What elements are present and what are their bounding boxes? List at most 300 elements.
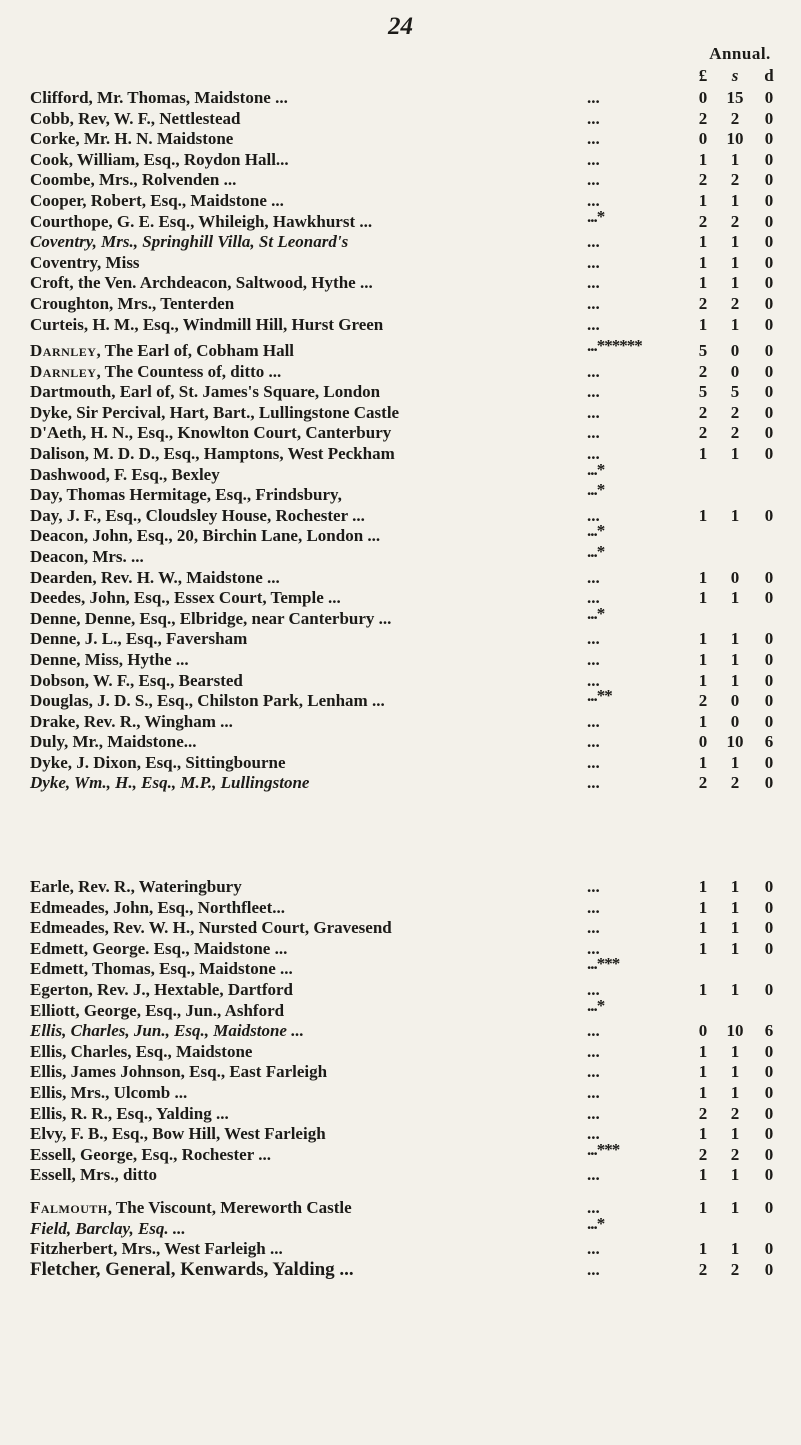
pounds-value: 1 xyxy=(698,918,708,938)
subscriber-name: Croft, the Ven. Archdeacon, Saltwood, Hythe ... xyxy=(30,273,373,293)
subscriber-row xyxy=(0,444,801,465)
pence-value: 0 xyxy=(764,190,774,210)
annual-amount xyxy=(690,362,790,382)
subscriber-row xyxy=(0,603,801,630)
subscriber-name: Deedes, John, Esq., Essex Court, Temple ... xyxy=(30,588,341,608)
subscriber-name: Ellis, Charles, Esq., Maidstone xyxy=(30,1041,253,1061)
leader-dots: ...*** xyxy=(587,1139,620,1159)
pence-value: 0 xyxy=(764,979,774,999)
subscriber-name xyxy=(30,341,294,361)
subscriber-name: Cook, William, Esq., Roydon Hall... xyxy=(30,149,289,169)
shillings-value: 2 xyxy=(730,773,740,793)
subscriber-row xyxy=(0,423,801,444)
pence-unit: d xyxy=(764,66,774,85)
leader-dots: ... xyxy=(587,649,600,669)
subscriber-surname-smallcaps: Darnley xyxy=(30,341,97,360)
annual-amount xyxy=(690,1260,790,1280)
pence-value: 0 xyxy=(764,1239,774,1259)
leader-dots: ... xyxy=(587,670,600,690)
leader-dots: ... xyxy=(587,149,600,169)
pounds-value: 2 xyxy=(698,1144,708,1164)
pence-value: 0 xyxy=(764,382,774,402)
subscriber-row xyxy=(0,877,801,898)
annual-amount xyxy=(690,1124,790,1144)
pounds-value: 1 xyxy=(698,190,708,210)
pence-value: 0 xyxy=(764,691,774,711)
subscriber-name: Courthope, G. E. Esq., Whileigh, Hawkhurst ... xyxy=(30,211,373,231)
subscriber-row xyxy=(0,773,801,794)
pence-value: 0 xyxy=(764,1259,774,1279)
subscriber-row xyxy=(0,506,801,527)
subscriber-name: Coombe, Mrs., Rolvenden ... xyxy=(30,170,237,190)
leader-dots: ...*** xyxy=(587,954,620,974)
leader-dots: ... xyxy=(587,382,600,402)
subscriber-row xyxy=(0,1104,801,1125)
subscriber-row xyxy=(0,732,801,753)
pence-value: 0 xyxy=(764,211,774,231)
subscriber-row xyxy=(0,336,801,362)
subscriber-surname-smallcaps: Falmouth xyxy=(30,1198,108,1217)
annual-amount xyxy=(690,939,790,959)
subscriber-row xyxy=(0,382,801,403)
shillings-value: 1 xyxy=(730,979,740,999)
shillings-value: 1 xyxy=(730,443,740,463)
annual-amount xyxy=(690,294,790,314)
subscriber-name: Edmeades, Rev. W. H., Nursted Court, Gravesend xyxy=(30,918,392,938)
pence-value: 0 xyxy=(764,877,774,896)
pounds-value: 1 xyxy=(698,711,708,731)
subscriber-row xyxy=(0,918,801,939)
pounds-value: 2 xyxy=(698,361,708,381)
subscriber-name: Day, J. F., Esq., Cloudsley House, Rochester ... xyxy=(30,505,365,525)
pounds-value: 1 xyxy=(698,629,708,649)
pounds-value: 1 xyxy=(698,567,708,587)
shillings-value: 1 xyxy=(730,252,740,272)
pence-value: 0 xyxy=(764,232,774,252)
annual-amount xyxy=(690,403,790,423)
pence-value: 0 xyxy=(764,1198,774,1217)
annual-amount xyxy=(690,959,790,979)
page-number: 24 xyxy=(388,13,413,40)
subscriber-row xyxy=(0,521,801,547)
annual-amount xyxy=(690,1104,790,1124)
annual-amount xyxy=(690,773,790,793)
pounds-value: 0 xyxy=(698,88,708,107)
shillings-value: 15 xyxy=(726,88,744,107)
leader-dots: ... xyxy=(587,732,600,752)
subscriber-row xyxy=(0,191,801,212)
annual-amount xyxy=(690,129,790,149)
annual-amount xyxy=(690,1062,790,1082)
annual-amount xyxy=(690,1239,790,1259)
subscriber-name: Denne, Denne, Esq., Elbridge, near Canterbury ... xyxy=(30,608,392,628)
leader-dots: ...* xyxy=(587,206,605,226)
shillings-value: 1 xyxy=(730,232,740,252)
annual-amount xyxy=(690,1021,790,1041)
shillings-value: 0 xyxy=(730,711,740,731)
subscriber-name: Deacon, John, Esq., 20, Birchin Lane, London ... xyxy=(30,526,381,546)
subscriber-row xyxy=(0,1198,801,1219)
pounds-value: 2 xyxy=(698,402,708,422)
leader-dots: ... xyxy=(587,773,600,793)
pence-value: 0 xyxy=(764,649,774,669)
leader-dots: ...* xyxy=(587,521,605,541)
subscriber-row xyxy=(0,129,801,150)
shillings-value: 1 xyxy=(730,1165,740,1185)
subscriber-row xyxy=(0,362,801,383)
pence-value: 0 xyxy=(764,443,774,463)
subscriber-row xyxy=(0,686,801,712)
pence-value: 0 xyxy=(764,588,774,608)
leader-dots: ... xyxy=(587,629,600,649)
pence-value: 0 xyxy=(764,341,774,360)
leader-dots: ... xyxy=(587,443,600,463)
annual-amount xyxy=(690,88,790,108)
pounds-value: 1 xyxy=(698,1041,708,1061)
subscriber-row xyxy=(0,1165,801,1186)
pence-value: 0 xyxy=(764,402,774,422)
annual-amount xyxy=(690,109,790,129)
annual-amount xyxy=(690,232,790,252)
subscriber-name: Cooper, Robert, Esq., Maidstone ... xyxy=(30,190,284,210)
pence-value: 0 xyxy=(764,293,774,313)
pence-value: 0 xyxy=(764,938,774,958)
shillings-unit: s xyxy=(731,66,739,85)
subscriber-row xyxy=(0,753,801,774)
subscriber-row xyxy=(0,1083,801,1104)
annual-amount xyxy=(690,588,790,608)
subscriber-name: Elvy, F. B., Esq., Bow Hill, West Farleigh xyxy=(30,1124,326,1144)
annual-amount xyxy=(690,980,790,1000)
annual-amount xyxy=(690,150,790,170)
pounds-value: 1 xyxy=(698,1165,708,1185)
leader-dots: ... xyxy=(587,1062,600,1082)
shillings-value: 1 xyxy=(730,629,740,649)
subscriber-name: Douglas, J. D. S., Esq., Chilston Park, Lenham ... xyxy=(30,691,385,711)
leader-dots: ... xyxy=(587,505,600,525)
annual-column-header: Annual. xyxy=(709,44,771,63)
pence-value: 0 xyxy=(764,361,774,381)
subscriber-row xyxy=(0,170,801,191)
pounds-value: 1 xyxy=(698,505,708,525)
subscriber-row xyxy=(0,315,801,336)
subscriber-name: D'Aeth, H. N., Esq., Knowlton Court, Canterbury xyxy=(30,423,392,443)
shillings-value: 1 xyxy=(730,1062,740,1082)
leader-dots: ... xyxy=(587,1239,600,1259)
shillings-value: 2 xyxy=(730,402,740,422)
pounds-value: 1 xyxy=(698,979,708,999)
subscriber-row xyxy=(0,88,801,109)
pence-value: 0 xyxy=(764,88,774,107)
pounds-value: 1 xyxy=(698,649,708,669)
annual-amount xyxy=(690,444,790,464)
shillings-value: 1 xyxy=(730,752,740,772)
subscriber-row xyxy=(0,253,801,274)
subscriber-name: Essell, Mrs., ditto xyxy=(30,1165,158,1185)
pounds-value: 1 xyxy=(698,1198,708,1217)
shillings-value: 1 xyxy=(730,1198,740,1217)
annual-amount xyxy=(690,273,790,293)
annual-amount xyxy=(690,341,790,361)
subscriber-row xyxy=(0,459,801,486)
shillings-value: 1 xyxy=(730,314,740,334)
currency-units-header xyxy=(690,66,790,88)
annual-amount xyxy=(690,1198,790,1218)
shillings-value: 2 xyxy=(730,211,740,231)
annual-amount xyxy=(690,691,790,711)
pounds-value: 1 xyxy=(698,1082,708,1102)
subscriber-row xyxy=(0,1260,801,1281)
shillings-value: 1 xyxy=(730,918,740,938)
shillings-value: 0 xyxy=(730,361,740,381)
pence-value: 0 xyxy=(764,670,774,690)
leader-dots: ... xyxy=(587,1021,600,1041)
subscriber-name: Deacon, Mrs. ... xyxy=(30,546,144,566)
shillings-value: 0 xyxy=(730,341,740,360)
pounds-value: 1 xyxy=(698,149,708,169)
subscriber-name-rest: , The Viscount, Mereworth Castle xyxy=(107,1198,352,1217)
subscriber-row xyxy=(0,480,801,506)
shillings-value: 2 xyxy=(730,1144,740,1164)
pounds-value: 1 xyxy=(698,443,708,463)
pence-value: 0 xyxy=(764,897,774,917)
subscriber-name: Duly, Mr., Maidstone... xyxy=(30,732,197,752)
pounds-value: 1 xyxy=(698,252,708,272)
annual-amount xyxy=(690,918,790,938)
pounds-value: 5 xyxy=(698,382,708,402)
subscriber-name-rest: , The Earl of, Cobham Hall xyxy=(96,341,295,360)
subscriber-name: Dyke, Sir Percival, Hart, Bart., Lullingstone Castle xyxy=(30,402,400,422)
pence-value: 0 xyxy=(764,1082,774,1102)
subscriber-row xyxy=(0,1062,801,1083)
annual-amount xyxy=(690,485,790,505)
subscriber-row xyxy=(0,273,801,294)
annual-amount xyxy=(690,253,790,273)
subscriber-section-e xyxy=(0,877,801,1186)
leader-dots: ... xyxy=(587,877,600,896)
shillings-value: 0 xyxy=(730,567,740,587)
leader-dots: ... xyxy=(587,938,600,958)
leader-dots: ... xyxy=(587,273,600,293)
annual-amount xyxy=(690,568,790,588)
annual-amount xyxy=(690,1219,790,1239)
pence-value: 0 xyxy=(764,1124,774,1144)
subscriber-name: Egerton, Rev. J., Hextable, Dartford xyxy=(30,979,293,999)
annual-amount xyxy=(690,1165,790,1185)
annual-amount xyxy=(690,732,790,752)
subscriber-section-d xyxy=(0,336,801,794)
subscriber-name: Coventry, Miss xyxy=(30,252,140,272)
leader-dots: ... xyxy=(587,1082,600,1102)
pence-value: 0 xyxy=(764,773,774,793)
pounds-value: 1 xyxy=(698,1124,708,1144)
shillings-value: 1 xyxy=(730,1082,740,1102)
leader-dots: ...* xyxy=(587,995,605,1015)
subscriber-row xyxy=(0,150,801,171)
subscriber-name xyxy=(30,362,281,382)
subscriber-row xyxy=(0,954,801,980)
subscriber-name: Fletcher, General, Kenwards, Yalding ... xyxy=(30,1258,354,1280)
shillings-value: 1 xyxy=(730,588,740,608)
subscriber-name: Coventry, Mrs., Springhill Villa, St Leonard's xyxy=(30,232,349,252)
subscriber-name: Corke, Mr. H. N. Maidstone xyxy=(30,129,234,149)
subscriber-name: Dalison, M. D. D., Esq., Hamptons, West Peckham xyxy=(30,443,395,463)
shillings-value: 1 xyxy=(730,649,740,669)
pence-value: 0 xyxy=(764,129,774,149)
annual-amount xyxy=(690,547,790,567)
pence-value: 0 xyxy=(764,1062,774,1082)
leader-dots: ...* xyxy=(587,541,605,561)
leader-dots: ...* xyxy=(587,603,605,623)
pence-value: 0 xyxy=(764,752,774,772)
shillings-value: 1 xyxy=(730,505,740,525)
subscriber-name: Fitzherbert, Mrs., West Farleigh ... xyxy=(30,1239,283,1259)
subscriber-name: Edmett, Thomas, Esq., Maidstone ... xyxy=(30,959,293,979)
subscriber-name: Edmeades, John, Esq., Northfleet... xyxy=(30,897,286,917)
subscriber-row xyxy=(0,588,801,609)
shillings-value: 2 xyxy=(730,170,740,190)
leader-dots: ...* xyxy=(587,459,605,479)
leader-dots: ... xyxy=(587,252,600,272)
leader-dots: ... xyxy=(587,918,600,938)
subscriber-name: Essell, George, Esq., Rochester ... xyxy=(30,1144,271,1164)
pounds-value: 2 xyxy=(698,1259,708,1279)
pounds-value: 0 xyxy=(698,732,708,752)
leader-dots: ... xyxy=(587,402,600,422)
pence-value: 0 xyxy=(764,252,774,272)
pence-value: 0 xyxy=(764,1041,774,1061)
subscriber-row xyxy=(0,898,801,919)
subscriber-row xyxy=(0,629,801,650)
shillings-value: 2 xyxy=(730,108,740,128)
subscriber-name xyxy=(30,1198,352,1218)
subscriber-row xyxy=(0,568,801,589)
leader-dots: ... xyxy=(587,711,600,731)
subscriber-name-rest: , The Countess of, ditto ... xyxy=(96,361,282,381)
annual-amount xyxy=(690,609,790,629)
annual-amount xyxy=(690,1083,790,1103)
annual-amount xyxy=(690,423,790,443)
pounds-value: 1 xyxy=(698,752,708,772)
subscriber-name: Denne, Miss, Hythe ... xyxy=(30,649,189,669)
shillings-value: 1 xyxy=(730,877,740,896)
annual-amount xyxy=(690,629,790,649)
leader-dots: ... xyxy=(587,979,600,999)
shillings-value: 2 xyxy=(730,423,740,443)
pounds-value: 2 xyxy=(698,293,708,313)
subscriber-name: Ellis, Mrs., Ulcomb ... xyxy=(30,1082,188,1102)
shillings-value: 1 xyxy=(730,670,740,690)
leader-dots: ... xyxy=(587,1198,600,1217)
subscriber-name: Clifford, Mr. Thomas, Maidstone ... xyxy=(30,88,288,107)
subscriber-row xyxy=(0,1239,801,1260)
subscriber-name: Denne, J. L., Esq., Faversham xyxy=(30,629,248,649)
shillings-value: 1 xyxy=(730,1239,740,1259)
subscriber-row xyxy=(0,541,801,568)
pounds-value: 1 xyxy=(698,588,708,608)
annual-amount xyxy=(690,877,790,897)
leader-dots: ... xyxy=(587,1259,600,1279)
shillings-value: 2 xyxy=(730,1103,740,1123)
pounds-value: 1 xyxy=(698,938,708,958)
leader-dots: ... xyxy=(587,423,600,443)
subscriber-name: Elliott, George, Esq., Jun., Ashford xyxy=(30,1000,285,1020)
subscriber-name: Ellis, R. R., Esq., Yalding ... xyxy=(30,1103,229,1123)
pence-value: 0 xyxy=(764,170,774,190)
shillings-value: 1 xyxy=(730,190,740,210)
annual-amount xyxy=(690,1042,790,1062)
shillings-value: 0 xyxy=(730,691,740,711)
pence-value: 0 xyxy=(764,1144,774,1164)
annual-amount xyxy=(690,753,790,773)
pence-value: 0 xyxy=(764,918,774,938)
subscriber-name: Ellis, James Johnson, Esq., East Farleigh xyxy=(30,1062,328,1082)
subscriber-row xyxy=(0,1021,801,1042)
annual-amount xyxy=(690,1001,790,1021)
pence-value: 0 xyxy=(764,423,774,443)
pounds-value: 2 xyxy=(698,773,708,793)
subscriber-row xyxy=(0,403,801,424)
pounds-value: 5 xyxy=(698,341,708,360)
pounds-value: 1 xyxy=(698,273,708,293)
leader-dots: ... xyxy=(587,1124,600,1144)
subscriber-section-c xyxy=(0,88,801,335)
pounds-value: 2 xyxy=(698,170,708,190)
subscriber-row xyxy=(0,1139,801,1166)
pence-value: 6 xyxy=(764,732,774,752)
annual-amount xyxy=(690,191,790,211)
leader-dots: ... xyxy=(587,190,600,210)
pounds-value: 1 xyxy=(698,314,708,334)
pounds-value: 1 xyxy=(698,232,708,252)
pounds-value: 2 xyxy=(698,1103,708,1123)
subscriber-name: Dearden, Rev. H. W., Maidstone ... xyxy=(30,567,280,587)
annual-amount xyxy=(690,382,790,402)
annual-amount xyxy=(690,212,790,232)
leader-dots: ...* xyxy=(587,1213,605,1233)
subscriber-name: Dyke, J. Dixon, Esq., Sittingbourne xyxy=(30,752,286,772)
leader-dots: ...** xyxy=(587,686,612,706)
leader-dots: ... xyxy=(587,129,600,149)
annual-amount xyxy=(690,315,790,335)
shillings-value: 10 xyxy=(726,129,744,149)
pounds-value: 1 xyxy=(698,877,708,896)
subscriber-row xyxy=(0,1042,801,1063)
subscriber-row xyxy=(0,232,801,253)
leader-dots: ... xyxy=(587,293,600,313)
subscriber-name: Croughton, Mrs., Tenterden xyxy=(30,293,235,313)
leader-dots: ... xyxy=(587,588,600,608)
annual-amount xyxy=(690,1145,790,1165)
pounds-value: 2 xyxy=(698,211,708,231)
pounds-value: 0 xyxy=(698,129,708,149)
subscriber-name: Field, Barclay, Esq. ... xyxy=(30,1218,186,1238)
annual-amount xyxy=(690,650,790,670)
subscriber-row xyxy=(0,939,801,960)
pounds-value: 1 xyxy=(698,670,708,690)
shillings-value: 1 xyxy=(730,1124,740,1144)
annual-amount xyxy=(690,898,790,918)
subscriber-row xyxy=(0,1124,801,1145)
shillings-value: 1 xyxy=(730,1041,740,1061)
shillings-value: 5 xyxy=(730,382,740,402)
pounds-value: 1 xyxy=(698,1062,708,1082)
subscriber-row xyxy=(0,671,801,692)
subscriber-name: Drake, Rev. R., Wingham ... xyxy=(30,711,233,731)
subscriber-row xyxy=(0,995,801,1022)
shillings-value: 10 xyxy=(726,732,744,752)
shillings-value: 2 xyxy=(730,293,740,313)
